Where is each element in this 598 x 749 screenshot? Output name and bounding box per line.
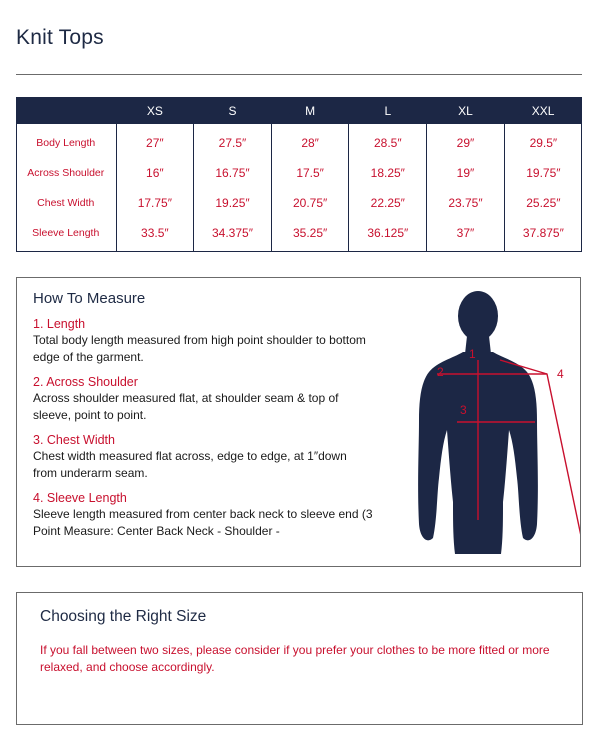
table-cell: 19.75″ bbox=[504, 158, 582, 188]
how-to-measure-panel bbox=[16, 277, 581, 567]
measure-item-title-shoulder: 2. Across Shoulder bbox=[33, 375, 138, 389]
measure-item-text-shoulder: Across shoulder measured flat, at shoulder seam & top of sleeve, point to point. bbox=[33, 391, 339, 422]
row-label-across-shoulder: Across Shoulder bbox=[27, 167, 105, 179]
title-divider bbox=[16, 74, 582, 75]
table-cell: 16″ bbox=[116, 158, 194, 188]
table-cell: 20.75″ bbox=[271, 188, 349, 218]
size-header-corner bbox=[16, 97, 116, 124]
table-cell: 28″ bbox=[271, 124, 349, 158]
figure-label-1: 1 bbox=[469, 347, 476, 361]
how-to-measure-heading: How To Measure bbox=[33, 290, 146, 307]
choosing-size-panel bbox=[16, 592, 583, 725]
list-item bbox=[33, 490, 373, 539]
table-cell: 36.125″ bbox=[349, 218, 427, 252]
figure-label-2: 2 bbox=[437, 365, 444, 379]
row-label-body-length: Body Length bbox=[36, 137, 96, 149]
page-title: Knit Tops bbox=[16, 26, 104, 49]
measure-item-text-length: Total body length measured from high point shoulder to bottom edge of the garment. bbox=[33, 333, 366, 364]
measure-item-title-length: 1. Length bbox=[33, 317, 86, 331]
table-cell: 19.25″ bbox=[194, 188, 272, 218]
list-item bbox=[33, 316, 373, 365]
measure-instructions-list bbox=[33, 316, 373, 548]
table-row bbox=[16, 124, 582, 158]
table-cell: 19″ bbox=[427, 158, 505, 188]
choosing-size-text: If you fall between two sizes, please consider if you prefer your clothes to be more fitted or more relaxed, and choose accordingly. bbox=[40, 643, 550, 674]
choosing-size-heading: Choosing the Right Size bbox=[40, 608, 207, 625]
size-header-xxl: XXL bbox=[504, 97, 582, 124]
table-cell: 27.5″ bbox=[194, 124, 272, 158]
table-cell: 25.25″ bbox=[504, 188, 582, 218]
table-cell: 17.75″ bbox=[116, 188, 194, 218]
figure-label-4: 4 bbox=[557, 367, 564, 381]
list-item bbox=[33, 432, 373, 481]
table-cell: 16.75″ bbox=[194, 158, 272, 188]
table-cell: 28.5″ bbox=[349, 124, 427, 158]
size-header-xs: XS bbox=[116, 97, 194, 124]
measure-item-text-chest: Chest width measured flat across, edge to edge, at 1″down from underarm seam. bbox=[33, 449, 347, 480]
size-header-s: S bbox=[194, 97, 272, 124]
size-header-m: M bbox=[271, 97, 349, 124]
table-cell: 17.5″ bbox=[271, 158, 349, 188]
list-item bbox=[33, 374, 373, 423]
table-cell: 37.875″ bbox=[504, 218, 582, 252]
table-cell: 23.75″ bbox=[427, 188, 505, 218]
measure-item-title-sleeve: 4. Sleeve Length bbox=[33, 491, 127, 505]
table-cell: 33.5″ bbox=[116, 218, 194, 252]
table-cell: 22.25″ bbox=[349, 188, 427, 218]
table-cell: 27″ bbox=[116, 124, 194, 158]
size-header-row bbox=[16, 97, 582, 124]
table-cell: 34.375″ bbox=[194, 218, 272, 252]
torso-silhouette-icon bbox=[405, 288, 580, 558]
row-label-sleeve-length: Sleeve Length bbox=[32, 227, 100, 239]
table-cell: 37″ bbox=[427, 218, 505, 252]
table-row bbox=[16, 158, 582, 188]
row-label-chest-width: Chest Width bbox=[37, 197, 95, 209]
measure-item-text-sleeve: Sleeve length measured from center back neck to sleeve end (3 Point Measure: Center Back Neck - Shoulder - bbox=[33, 507, 373, 538]
table-cell: 18.25″ bbox=[349, 158, 427, 188]
figure-label-3: 3 bbox=[460, 403, 467, 417]
table-cell: 35.25″ bbox=[271, 218, 349, 252]
table-cell: 29″ bbox=[427, 124, 505, 158]
measure-item-title-chest: 3. Chest Width bbox=[33, 433, 115, 447]
table-row bbox=[16, 218, 582, 252]
table-cell: 29.5″ bbox=[504, 124, 582, 158]
table-row bbox=[16, 188, 582, 218]
size-header-l: L bbox=[349, 97, 427, 124]
size-chart-table bbox=[16, 97, 582, 252]
size-header-xl: XL bbox=[427, 97, 505, 124]
